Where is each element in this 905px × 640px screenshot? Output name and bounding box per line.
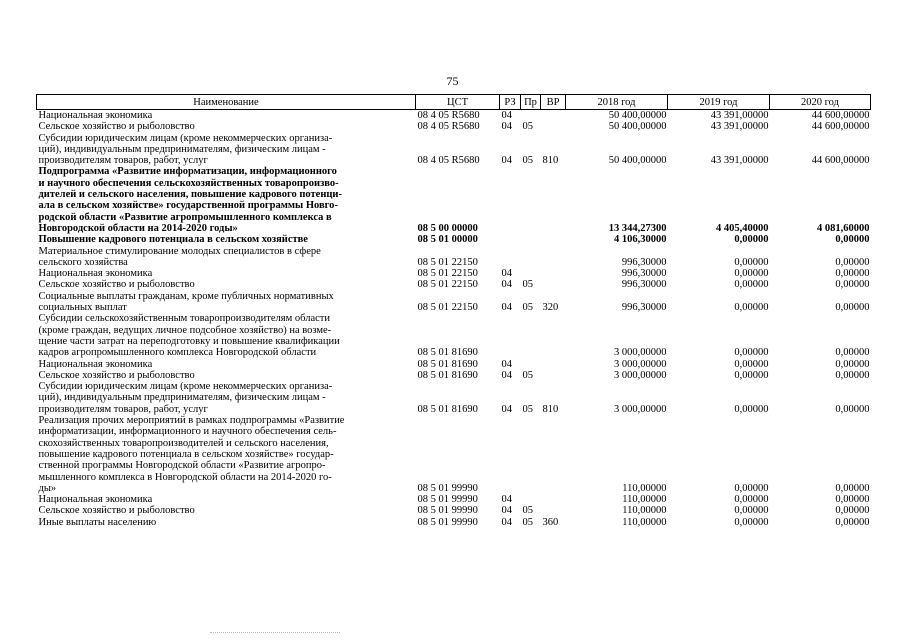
row-vr [541,246,566,269]
row-name [37,291,416,314]
row-2019: 0,00000 [734,494,769,506]
table-row [37,381,871,415]
row-pr: 05 [522,155,533,167]
row-name [37,494,416,505]
row-2018: 996,30000 [621,302,667,314]
row-name-line: мышленного комплекса в Новгородской области на 2014-2020 го- [38,471,332,483]
row-cst: 08 5 01 99990 [417,516,478,528]
row-2020: 0,00000 [835,358,870,370]
row-name-line: Субсидии юридическим лицам (кроме некоммерческих организа- [38,381,333,393]
row-name [37,234,416,245]
row-pr [521,110,541,122]
row-cst: 08 5 01 99990 [417,505,478,517]
row-cst: 08 5 01 99990 [417,494,478,506]
row-vr [541,313,566,358]
row-rz: 04 [501,516,512,528]
row-2018: 50 400,00000 [608,155,667,167]
table-row [37,121,871,132]
row-vr [541,415,566,494]
row-name-line: Национальная экономика [38,268,153,280]
row-rz [500,166,521,234]
row-2018: 3 000,00000 [614,358,667,370]
row-vr: 360 [542,516,559,528]
row-cst: 08 5 01 22150 [417,268,478,280]
row-2020: 0,00000 [835,482,870,494]
table-row [37,505,871,516]
table-row [37,370,871,381]
row-name [37,370,416,381]
row-name-line: дителей и сельского населения, повышение кадрового потенци- [38,189,342,201]
row-pr [521,359,541,370]
table-row [37,415,871,494]
row-name-line: скохозяйственных товаропроизводителей и сельского населения, [38,437,329,449]
header-vr: ВР [541,95,566,110]
row-name [37,505,416,516]
table-row [37,166,871,234]
row-rz: 04 [501,505,512,517]
row-name-line: Реализация прочих мероприятий в рамках подпрограммы «Развитие [38,415,345,427]
row-vr [541,234,566,245]
row-name-line: (кроме граждан, ведущих личное подсобное хозяйство) на возме- [38,324,332,336]
row-name-line: производителям товаров, работ, услуг [38,155,208,167]
row-name-line: Субсидии юридическим лицам (кроме некоммерческих организа- [38,132,333,144]
row-name-line: ций), индивидуальным предпринимателям, физическим лицам - [38,392,326,404]
row-2020: 0,00000 [835,369,870,381]
row-2019: 0,00000 [734,505,769,517]
budget-table [36,94,871,528]
row-pr [521,166,541,234]
row-2018: 110,00000 [622,482,667,494]
row-name-line: повышение кадрового потенциала в сельском хозяйстве» государ- [38,448,334,460]
row-cst: 08 5 01 81690 [417,347,478,359]
row-name-line: Национальная экономика [38,110,153,121]
table-row [37,133,871,167]
row-rz: 04 [501,302,512,314]
row-rz: 04 [501,369,512,381]
row-2018: 3 000,00000 [614,403,667,415]
row-name [37,415,416,494]
row-name-line: Социальные выплаты гражданам, кроме публичных нормативных [38,290,334,302]
row-vr [541,121,566,132]
row-2019: 0,00000 [734,268,769,280]
table-row [37,359,871,370]
row-cst: 08 5 01 99990 [417,482,478,494]
row-vr [541,370,566,381]
row-name-line: Повышение кадрового потенциала в сельском хозяйстве [38,234,308,246]
row-rz [500,415,521,494]
row-rz: 04 [501,279,512,291]
row-2019: 0,00000 [734,279,769,291]
row-2020: 0,00000 [835,279,870,291]
row-rz: 04 [501,494,512,506]
table-row [37,268,871,279]
row-vr [541,166,566,234]
row-2018: 4 106,30000 [614,234,667,246]
table-row [37,279,871,290]
row-name-line: информатизации, информационного и научного обеспечения сель- [38,426,337,438]
row-name [37,133,416,167]
row-vr [541,494,566,505]
header-2020: 2020 год [770,95,871,110]
row-2019: 0,00000 [734,516,769,528]
row-cst: 08 4 05 R5680 [417,155,480,167]
row-2018: 110,00000 [622,516,667,528]
table-row [37,291,871,314]
table-row [37,246,871,269]
row-cst: 08 5 01 00000 [417,234,478,246]
header-cst: ЦСТ [416,95,500,110]
row-pr: 05 [522,369,533,381]
row-2020: 0,00000 [835,234,870,246]
row-cst: 08 5 01 81690 [417,403,478,415]
row-2019: 0,00000 [734,482,769,494]
row-pr [521,268,541,279]
row-vr [541,505,566,516]
row-name-line: Подпрограмма «Развитие информатизации, информационного [38,166,337,178]
row-name-line: Сельское хозяйство и рыболовство [38,505,195,517]
page-number: 75 [446,74,459,88]
row-2020: 0,00000 [835,268,870,280]
header-name: Наименование [37,95,416,110]
row-2018: 110,00000 [622,494,667,506]
row-2020: 0,00000 [835,347,870,359]
row-2020: 0,00000 [835,403,870,415]
row-2020: 0,00000 [835,256,870,268]
row-name-line: производителям товаров, работ, услуг [38,403,208,415]
row-name-line: ций), индивидуальным предпринимателям, физическим лицам - [38,143,326,155]
row-2018: 110,00000 [622,505,667,517]
row-2020: 0,00000 [835,516,870,528]
row-cst: 08 5 00 00000 [417,222,478,234]
row-2020: 4 081,60000 [817,222,870,234]
row-pr: 05 [522,279,533,291]
row-2019: 0,00000 [734,256,769,268]
row-cst: 08 5 01 22150 [417,279,478,291]
row-2019: 43 391,00000 [710,110,769,121]
row-2018: 50 400,00000 [608,110,667,121]
row-vr: 810 [542,403,559,415]
row-name [37,517,416,528]
row-name [37,121,416,132]
row-rz [500,246,521,269]
row-2019: 0,00000 [734,234,769,246]
row-vr: 320 [542,302,559,314]
row-2020: 0,00000 [835,494,870,506]
row-name-line: Сельское хозяйство и рыболовство [38,369,195,381]
row-2018: 996,30000 [621,279,667,291]
row-2018: 996,30000 [621,256,667,268]
row-pr [521,234,541,245]
row-2019: 0,00000 [734,358,769,370]
row-name [37,246,416,269]
header-pr: Пр [521,95,541,110]
row-pr: 05 [522,302,533,314]
row-pr: 05 [522,121,533,133]
row-vr [541,359,566,370]
row-2018: 3 000,00000 [614,347,667,359]
row-name-line: и научного обеспечения сельскохозяйственных товаропроизво- [38,177,339,189]
row-name-line: кадров агропромышленного комплекса Новгородской области [38,347,317,359]
row-rz: 04 [501,403,512,415]
row-name-line: ды» [38,482,57,494]
row-pr: 05 [522,516,533,528]
header-rz: РЗ [500,95,521,110]
row-2019: 0,00000 [734,369,769,381]
row-rz: 04 [501,358,512,370]
row-name-line: ала в сельском хозяйстве» государственной программы Новго- [38,200,338,212]
row-2020: 44 600,00000 [811,155,870,167]
header-2018: 2018 год [566,95,668,110]
row-pr [521,494,541,505]
row-name-line: родской области «Развитие агропромышленного комплекса в [38,211,332,223]
row-name [37,381,416,415]
row-2019: 4 405,40000 [716,222,769,234]
row-name-line: Сельское хозяйство и рыболовство [38,121,195,133]
row-name [37,313,416,358]
header-2019: 2019 год [668,95,770,110]
row-name-line: Национальная экономика [38,358,153,370]
table-row [37,313,871,358]
row-pr [521,313,541,358]
row-2018: 13 344,27300 [608,222,667,234]
row-2019: 0,00000 [734,302,769,314]
table-row [37,110,871,122]
row-2019: 0,00000 [734,403,769,415]
row-vr [541,268,566,279]
row-pr: 05 [522,505,533,517]
row-rz: 04 [501,155,512,167]
row-pr: 05 [522,403,533,415]
row-cst: 08 4 05 R5680 [417,121,480,133]
row-2019: 43 391,00000 [710,121,769,133]
row-rz: 04 [501,121,512,133]
row-2019: 0,00000 [734,347,769,359]
row-name-line: Национальная экономика [38,494,153,506]
row-2019: 43 391,00000 [710,155,769,167]
row-name-line: сельского хозяйства [38,256,128,268]
row-cst: 08 4 05 R5680 [417,110,480,121]
scan-artifact [210,632,340,634]
row-name [37,166,416,234]
row-name-line: Материальное стимулирование молодых специалистов в сфере [38,245,321,257]
row-2018: 3 000,00000 [614,369,667,381]
row-name [37,359,416,370]
table-body [37,110,871,528]
row-vr [541,279,566,290]
row-vr [541,110,566,122]
table-row [37,234,871,245]
row-pr [521,246,541,269]
row-cst: 08 5 01 81690 [417,369,478,381]
table-header-row [37,95,871,110]
table-row [37,517,871,528]
row-pr [521,415,541,494]
row-2020: 0,00000 [835,505,870,517]
row-cst: 08 5 01 81690 [417,358,478,370]
row-rz [500,234,521,245]
row-rz: 04 [501,268,512,280]
row-2018: 50 400,00000 [608,121,667,133]
row-2020: 0,00000 [835,302,870,314]
row-cst: 08 5 01 22150 [417,256,478,268]
row-name [37,110,416,122]
row-2020: 44 600,00000 [811,121,870,133]
row-2018: 996,30000 [621,268,667,280]
row-name [37,279,416,290]
row-rz: 04 [501,110,512,121]
row-name-line: Сельское хозяйство и рыболовство [38,279,195,291]
row-rz [500,313,521,358]
row-vr: 810 [542,155,559,167]
row-name-line: Новгородской области на 2014-2020 годы» [38,222,238,234]
row-name-line: Субсидии сельскохозяйственным товаропроизводителям области [38,313,330,325]
row-name-line: ственной программы Новгородской области «Развитие агропро- [38,460,326,472]
row-name-line: Иные выплаты населению [38,516,157,528]
row-cst: 08 5 01 22150 [417,302,478,314]
table-row [37,494,871,505]
row-name [37,268,416,279]
row-name-line: социальных выплат [38,302,127,314]
row-name-line: щение части затрат на переподготовку и повышение квалификации [38,335,340,347]
row-2020: 44 600,00000 [811,110,870,121]
